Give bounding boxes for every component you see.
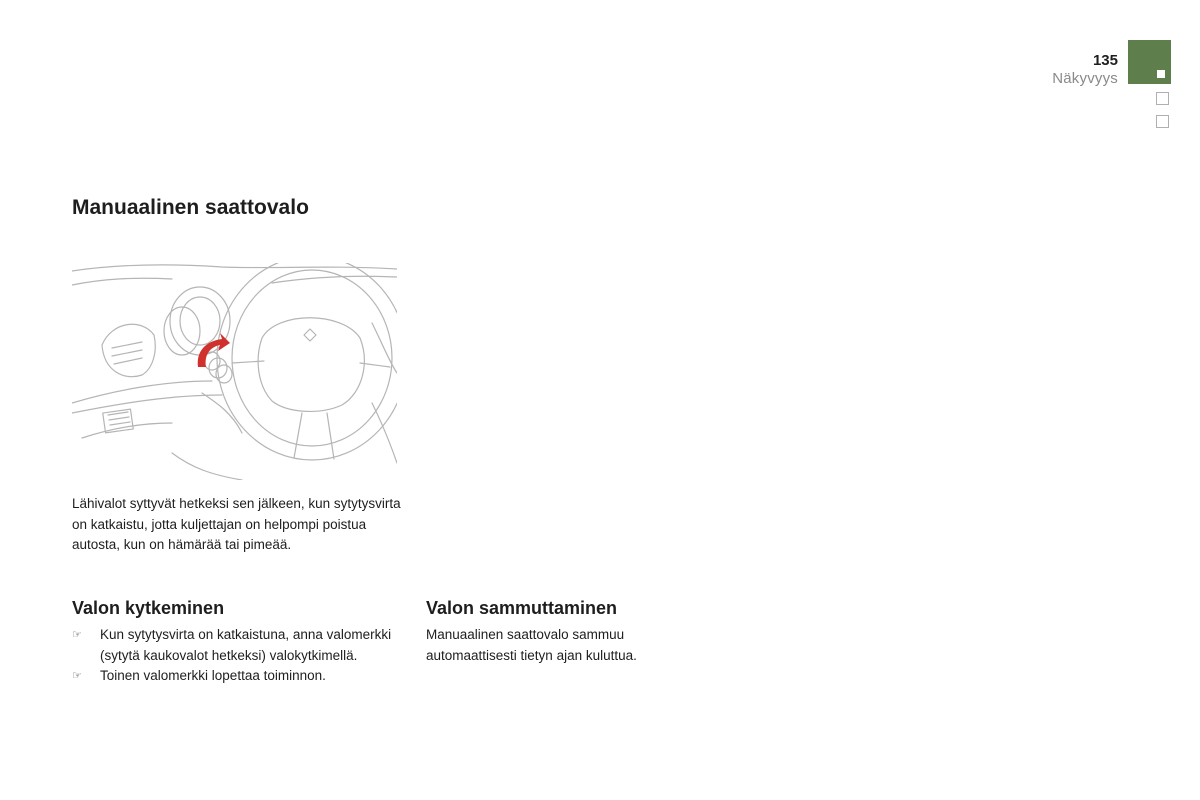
page-title: Manuaalinen saattovalo — [72, 196, 309, 219]
pointing-hand-icon: ☞ — [72, 629, 82, 641]
chapter-box-icon — [1156, 115, 1169, 128]
list-item — [72, 666, 392, 687]
step-text: Kun sytytysvirta on katkaistuna, anna valomerkki (sytytä kaukovalot hetkeksi) valokytkimellä. — [100, 627, 392, 663]
switching-on-heading: Valon kytkeminen — [72, 598, 225, 618]
chapter-box-icon — [1156, 92, 1169, 105]
step-text: Toinen valomerkki lopettaa toiminnon. — [100, 668, 326, 683]
page-number: 135 — [1092, 52, 1118, 69]
section-name: Näkyvyys — [1052, 70, 1118, 87]
steering-wheel-stalk-illustration — [72, 263, 397, 480]
chapter-marker-icon — [1157, 70, 1165, 78]
intro-paragraph: Lähivalot syttyvät hetkeksi sen jälkeen, kun sytytysvirta on katkaistu, jotta kuljettajan on helpompi poistua autosta, kun on hämärää tai pimeää. — [72, 496, 401, 552]
switching-on-steps — [72, 625, 392, 687]
list-item — [72, 625, 392, 666]
chapter-tab — [1128, 40, 1171, 84]
pointing-hand-icon: ☞ — [72, 670, 82, 682]
switching-off-text: Manuaalinen saattovalo sammuu automaattisesti tietyn ajan kuluttua. — [426, 627, 637, 663]
switching-off-heading: Valon sammuttaminen — [426, 598, 618, 618]
